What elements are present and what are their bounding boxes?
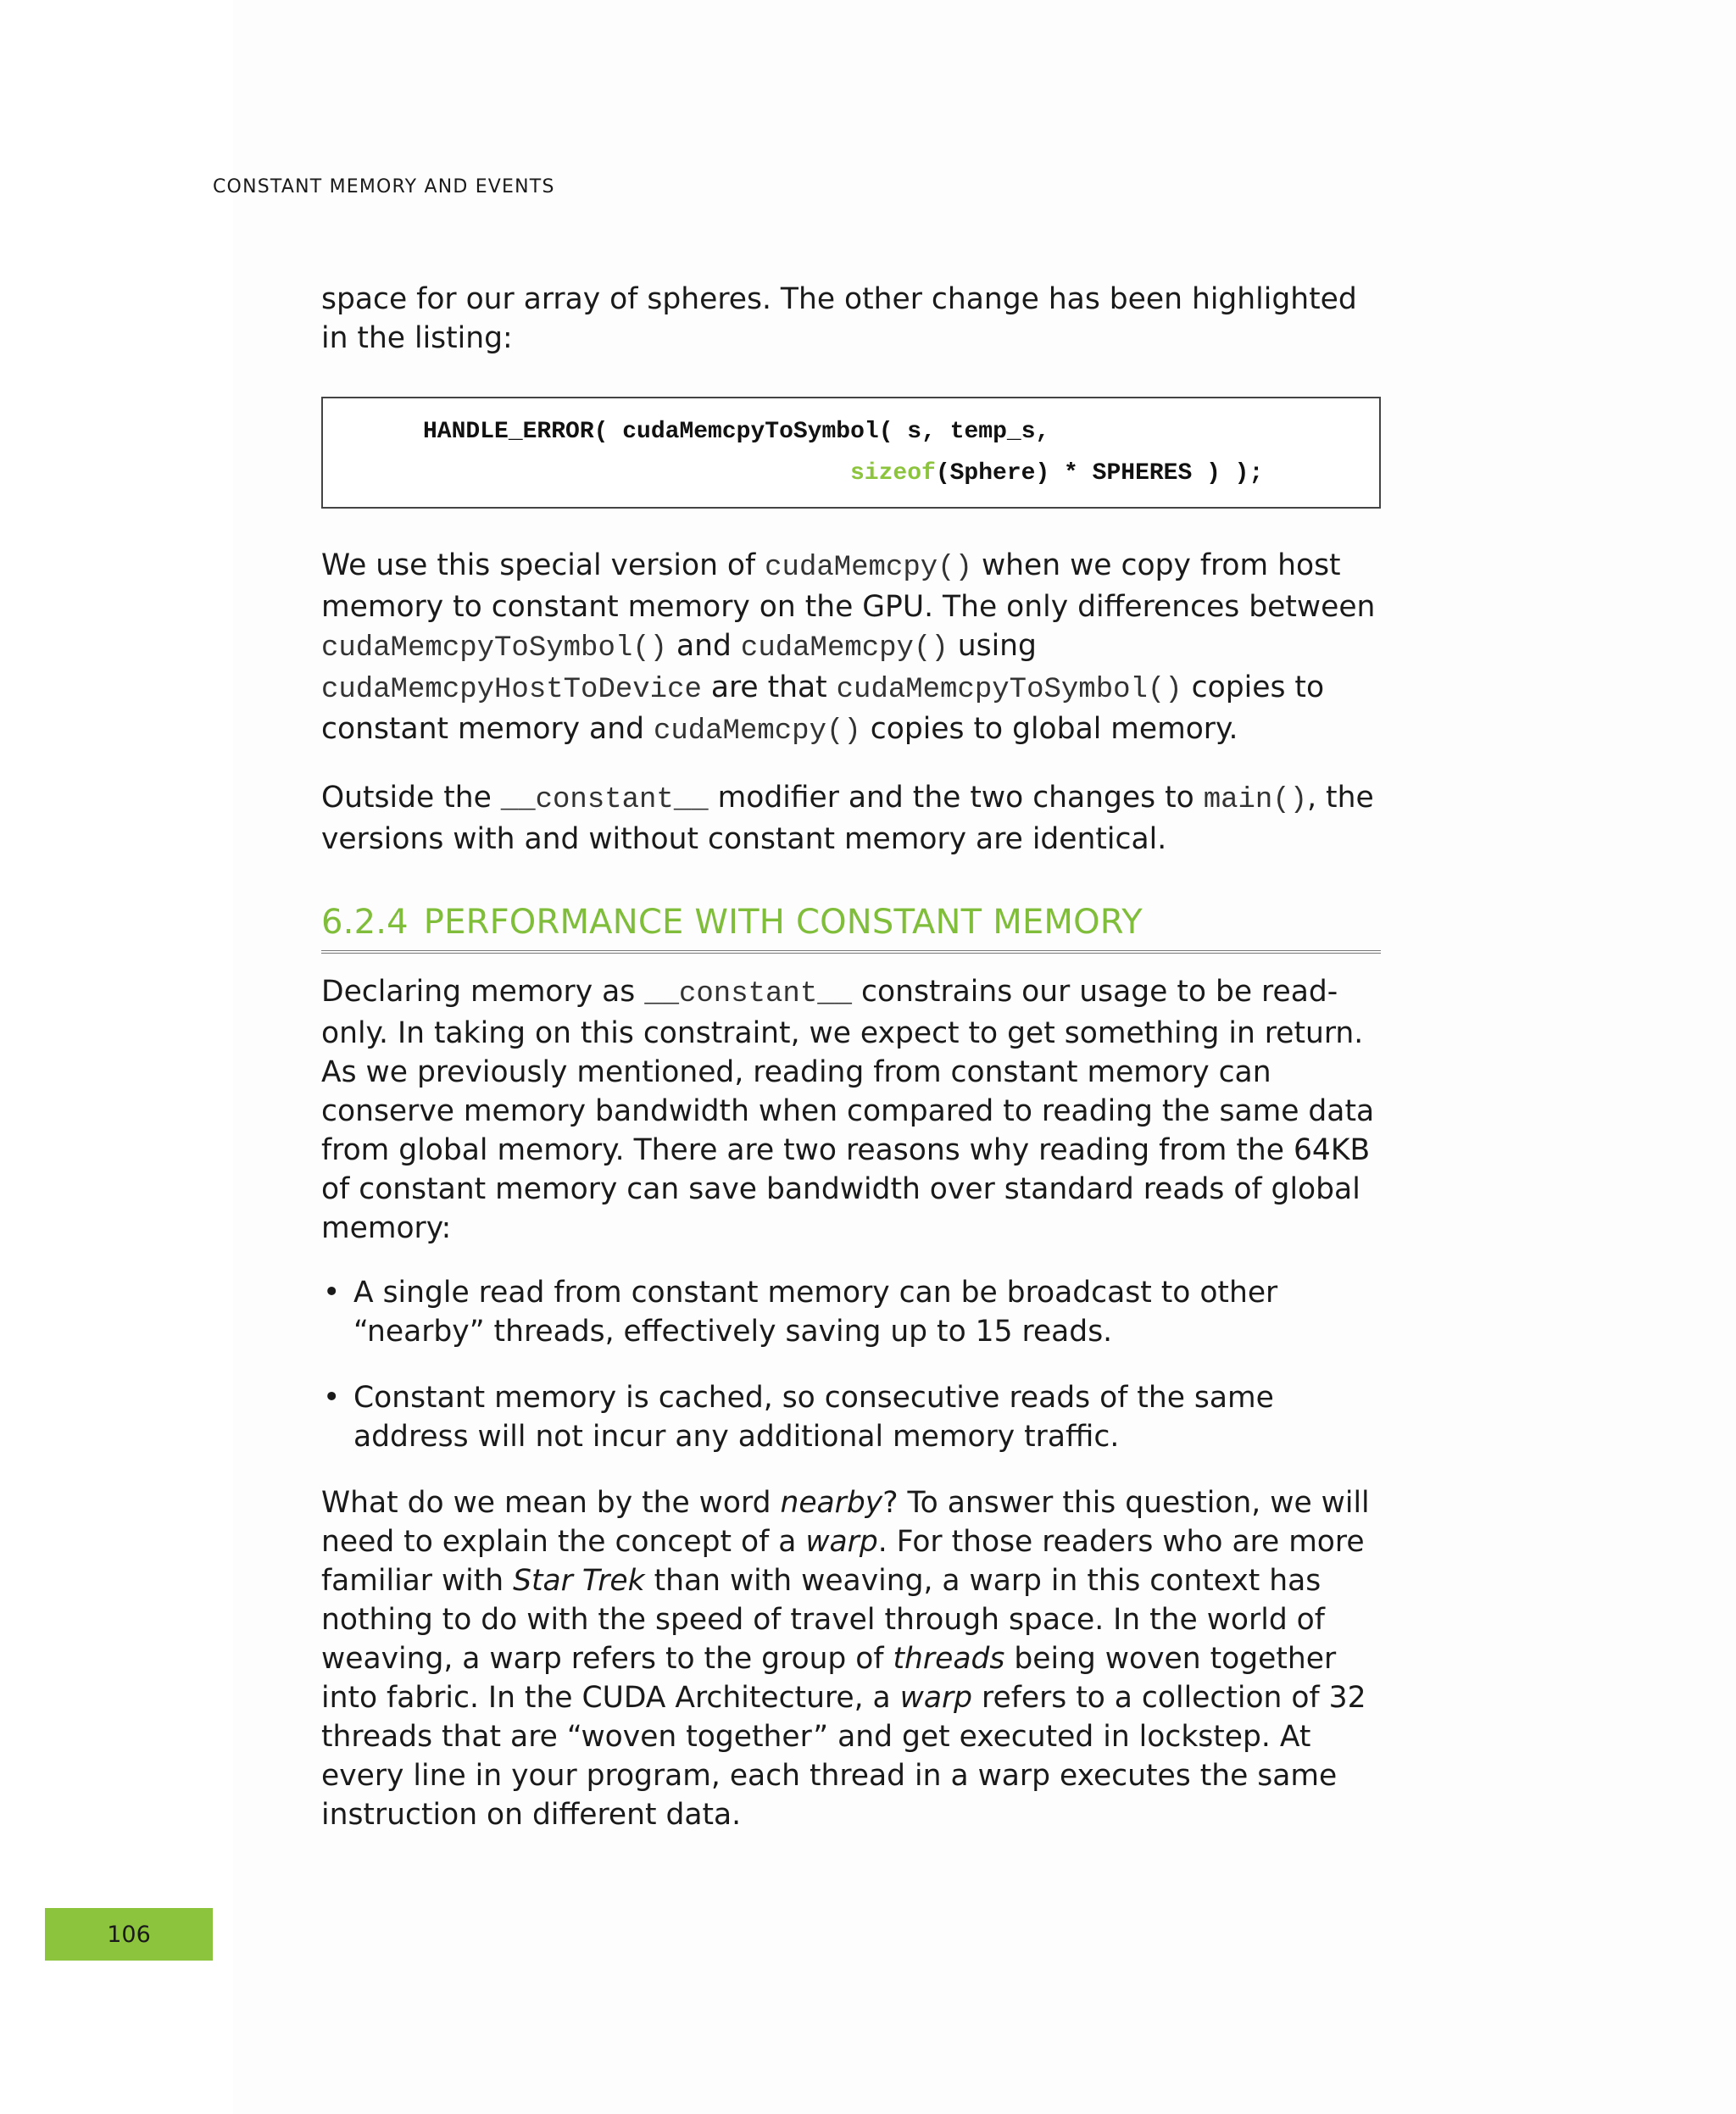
text-span: . For those readers who are more familiar with <box>321 1525 1365 1598</box>
inline-code: main() <box>1203 784 1308 816</box>
inline-code: cudaMemcpy() <box>740 632 949 665</box>
code-line-2-rest: (Sphere) * SPHERES ) ); <box>935 460 1264 487</box>
inline-code: cudaMemcpy() <box>653 715 861 748</box>
text-span: when we copy from host memory to constant memory on the GPU. The only differences between <box>321 548 1376 624</box>
paragraph-memcpy <box>321 546 1381 751</box>
text-span: copies to constant memory and <box>321 670 1325 746</box>
text-span: being woven together into fabric. In the CUDA Architecture, a <box>321 1642 1337 1715</box>
list-item: • Constant memory is cached, so consecutive reads of the same address will not incur any additional memory traffic. <box>321 1378 1381 1456</box>
text-span: , the versions with and without constant memory are identical. <box>321 781 1374 856</box>
inline-code: __constant__ <box>500 784 709 816</box>
text-span: ? To answer this question, we will need to explain the concept of a <box>321 1486 1370 1559</box>
text-span: copies to global memory. <box>860 712 1238 746</box>
section-heading <box>321 903 1381 954</box>
emphasis: Star Trek <box>513 1564 645 1598</box>
code-line-2 <box>850 460 1263 487</box>
emphasis: nearby <box>780 1486 883 1520</box>
text-span: than with weaving, a warp in this context has nothing to do with the speed of travel through space. In the world of weaving, a warp refers to the group of <box>321 1564 1325 1676</box>
page-number-tab: 106 <box>45 1908 213 1961</box>
text-span: refers to a collection of 32 threads that are “woven together” and get executed in lockstep. At every line in your program, each thread in a warp executes the same instruction on different data. <box>321 1681 1366 1832</box>
text-span: constrains our usage to be read-only. In taking on this constraint, we expect to get something in return. As we previously mentioned, reading from constant memory can conserve memory bandwidth when compared to reading the same data from global memory. There are two reasons why reading from the 64KB of constant memory can save bandwidth over standard reads of global memory: <box>321 975 1375 1245</box>
paragraph-declaring <box>321 972 1381 1248</box>
section-number: 6.2.4 <box>321 903 409 942</box>
text-span: We use this special version of <box>321 548 765 582</box>
code-listing <box>321 397 1381 509</box>
section-title: PERFORMANCE WITH CONSTANT MEMORY <box>423 903 1143 942</box>
emphasis: threads <box>893 1642 1005 1676</box>
text-span: using <box>948 629 1037 663</box>
text-span: What do we mean by the word <box>321 1486 781 1520</box>
text-span: and <box>667 629 741 663</box>
inline-code: __constant__ <box>644 978 853 1010</box>
inline-code: cudaMemcpyToSymbol() <box>836 674 1182 706</box>
inline-code: cudaMemcpy() <box>765 552 972 584</box>
running-head: CONSTANT MEMORY AND EVENTS <box>213 176 555 197</box>
text-span: Declaring memory as <box>321 975 645 1009</box>
text-span: are that <box>701 670 837 704</box>
code-line-1: HANDLE_ERROR( cudaMemcpyToSymbol( s, temp_s, <box>423 419 1050 445</box>
bullet-list <box>321 1273 1381 1456</box>
inline-code: cudaMemcpyHostToDevice <box>321 674 702 706</box>
emphasis: warp <box>805 1525 878 1559</box>
code-keyword-sizeof: sizeof <box>850 460 936 487</box>
page-content <box>321 280 1381 1834</box>
paragraph-warp <box>321 1483 1381 1834</box>
text-span: Outside the <box>321 781 501 815</box>
text-span: modifier and the two changes to <box>708 781 1204 815</box>
emphasis: warp <box>899 1681 973 1715</box>
inline-code: cudaMemcpyToSymbol() <box>321 632 668 665</box>
paragraph-outside <box>321 778 1381 859</box>
list-item: • A single read from constant memory can be broadcast to other “nearby” threads, effectively saving up to 15 reads. <box>321 1273 1381 1351</box>
intro-paragraph: space for our array of spheres. The other change has been highlighted in the listing: <box>321 282 1357 355</box>
